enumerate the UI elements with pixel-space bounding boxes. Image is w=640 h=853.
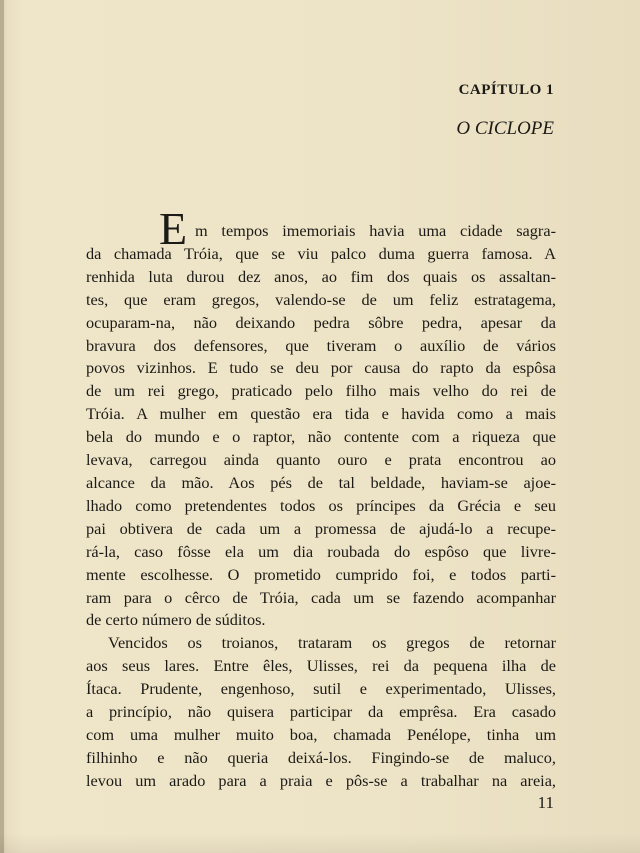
text-line: povos vizinhos. E tudo se deu por causa do rapto da espôsa [86,358,556,378]
text-line: de certo número de súditos. [86,610,266,630]
first-line-text: m tempos imemoriais havia uma cidade sagra- [195,221,556,240]
text-line: aos seus lares. Entre êles, Ulisses, rei da pequena ilha de [86,656,556,676]
paragraph-1 [86,203,556,632]
text-line: Tróia. A mulher em questão era tida e havida como a mais [86,404,556,424]
text-line: de um rei grego, praticado pelo filho mais velho do rei de [86,381,556,401]
text-line: filhinho e não queria deixá-los. Fingindo-se de maluco, [86,747,556,767]
text-line: com uma mulher muito boa, chamada Penélope, tinha um [86,724,556,744]
page-bottom-shadow [0,833,640,853]
chapter-number: CAPÍTULO 1 [458,82,554,98]
text-line: levava, carregou ainda quanto ouro e prata encontrou ao [86,450,556,470]
text-line: ram para o cêrco de Tróia, cada um se fazendo acompanhar [86,587,556,607]
text-line: Vencidos os troianos, trataram os gregos de retornar [108,633,556,653]
page-number: 11 [537,793,554,812]
text-line: a princípio, não quisera participar da emprêsa. Era casado [86,702,556,722]
text-line: mente escolhesse. O prometido cumprido foi, e todos parti- [86,564,556,584]
body-text [86,203,556,793]
chapter-title: O CICLOPE [456,118,554,139]
drop-cap: E [159,203,188,254]
text-line: renhida luta durou dez anos, ao fim dos quais os assaltan- [86,266,556,286]
text-line: tes, que eram gregos, valendo-se de um feliz estratagema, [86,289,556,309]
text-line: pai obtivera de cada um a promessa de ajudá-lo a recupe- [86,518,556,538]
page-gutter [0,0,4,853]
text-line: lhado como pretendentes todos os príncipes da Grécia e seu [86,495,556,515]
paragraph-2 [86,632,556,792]
text-line: alcance da mão. Aos pés de tal beldade, haviam-se ajoe- [86,472,556,492]
text-line: rá-la, caso fôsse ela um dia roubada do espôso que livre- [86,541,556,561]
text-line: ocuparam-na, não deixando pedra sôbre pedra, apesar da [86,312,556,332]
text-line: da chamada Tróia, que se viu palco duma guerra famosa. A [86,243,556,263]
text-line: levou um arado para a praia e pôs-se a trabalhar na areia, [86,770,556,790]
text-line: bela do mundo e o raptor, não contente com a riqueza que [86,427,556,447]
text-line: Ítaca. Prudente, engenhoso, sutil e experimentado, Ulisses, [86,679,556,699]
text-line: bravura dos defensores, que tiveram o auxílio de vários [86,335,556,355]
